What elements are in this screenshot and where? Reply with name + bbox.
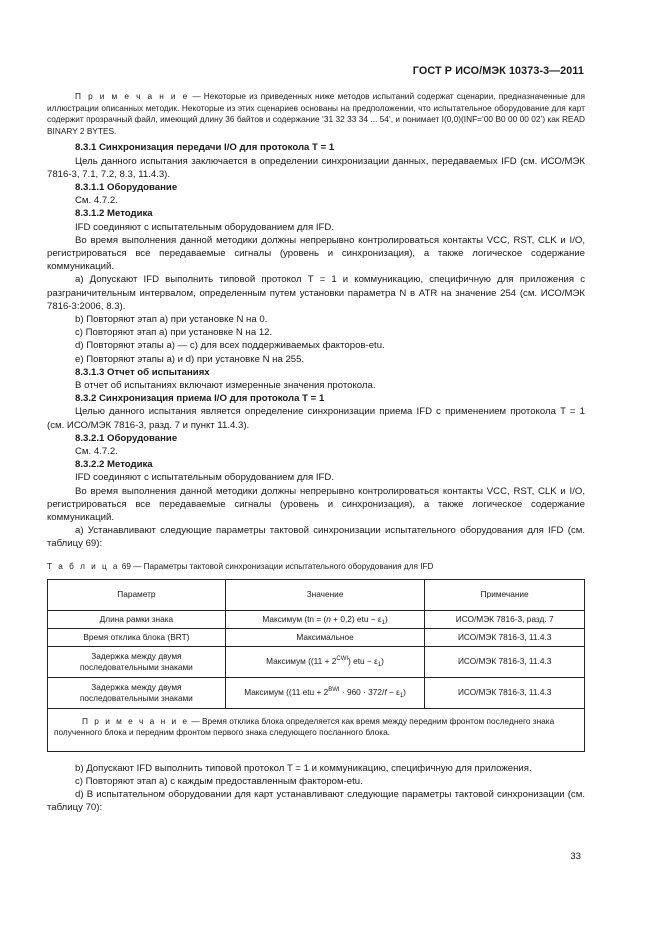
top-note — [47, 91, 585, 137]
table-note-row: П р и м е ч а н и е — Время отклика блока определяется как время между передним фронтом последнего знака полученного блока и передним фронтом первого знака следующего посланного блока. — [48, 708, 585, 751]
paragraph: d) В испытательном оборудовании для карт устанавливают следующие параметры тактовой синхронизации (см. таблицу 70): — [47, 789, 585, 814]
section-heading: 8.3.1 Синхронизация передачи I/O для протокола T = 1 — [75, 142, 335, 154]
header-param: Параметр — [48, 579, 226, 610]
section-heading: 8.3.1.1 Оборудование — [75, 181, 178, 193]
table-caption: Т а б л и ц а 69 — Параметры тактовой синхронизации испытательного оборудования для IFD — [47, 561, 434, 571]
paragraph: IFD соединяют с испытательным оборудованием для IFD. — [75, 221, 335, 233]
paragraph: См. 4.7.2. — [75, 195, 118, 207]
paragraph: b) Повторяют этап a) при установке N на 0. — [75, 314, 268, 326]
paragraph: См. 4.7.2. — [75, 446, 118, 458]
paragraph: d) Повторяют этапы a) — c) для всех поддерживаемых факторов-etu. — [75, 340, 385, 352]
paragraph: b) Допускают IFD выполнить типовой протокол T = 1 и коммуникацию, специфичную для приложения. — [75, 762, 532, 774]
paragraph: Цель данного испытания заключается в определении синхронизации данных, передаваемых IFD (см. ИСО/МЭК 7816-3, 7.1, 7.2, 8.3, 11.4.3). — [47, 155, 585, 180]
section-8-3-text — [47, 141, 585, 550]
paragraph: IFD соединяют с испытательным оборудованием для IFD. — [75, 472, 335, 484]
header-value: Значение — [225, 579, 425, 610]
section-heading: 8.3.1.3 Отчет об испытаниях — [75, 366, 210, 378]
page-content — [47, 91, 585, 815]
table-69 — [47, 579, 585, 752]
page-number: 33 — [570, 851, 581, 862]
paragraph: a) Устанавливают следующие параметры тактовой синхронизации испытательного оборудования для IFD (см. таблицу 69): — [47, 525, 585, 550]
paragraph: В отчет об испытаниях включают измеренные значения протокола. — [75, 380, 376, 392]
paragraph: c) Повторяют этап a) при установке N на 12. — [75, 327, 273, 339]
paragraph: c) Повторяют этап a) с каждым предоставленным фактором-etu. — [75, 775, 363, 787]
section-heading: 8.3.2 Синхронизация приема I/O для протокола T = 1 — [75, 393, 325, 405]
table-row: Задержка между двумя последовательными знаками Максимум ($(11 + 2^{CWI})$ etu − $\varepsilon_1$) ИСО/МЭК 7816-3, 11.4.3 — [48, 646, 585, 677]
section-heading: 8.3.1.2 Методика — [75, 208, 153, 220]
table-header-row — [48, 579, 585, 610]
header-note: Примечание — [425, 579, 585, 610]
formula-cell: Максимум (tn = (n + 0,2) etu − $\varepsilon_1$) — [225, 610, 425, 628]
paragraph: Целью данного испытания является определение синхронизации приема IFD с применением протокола T = 1 (см. ИСО/МЭК 7816-3, разд. 7 и пункт 11.4.3). — [47, 406, 585, 431]
table-row: Задержка между двумя последовательными знаками Максимум ((11 etu + $2^{BWI} \cdot 960 \cdot 372/f - \varepsilon_1$) ИСО/МЭК 7816-3, 11.4.3 — [48, 677, 585, 708]
paragraph: Во время выполнения данной методики должны непрерывно контролироваться контакты VCC, RST, CLK и I/O, регистрироваться все передаваемые сигналы (уровень и синхронизация), а также логическое содержание коммуникаций. — [47, 485, 585, 524]
note-text: — Некоторые из приведенных ниже методов испытаний содержат сценарии, предназначенные для иллюстрации описанных методик. Некоторые из этих сценариев основаны на предположении, что испытательное оборудование для карт содержит прозрачный файл, имеющий длину 36 байтов и содержание ‘31 32 33 34 ... 54’, и понимает I(0,0)(INF=‘00 B0 00 00 02’) как READ BINARY 2 BYTES. — [47, 91, 585, 136]
formula-cell: Максимум ($(11 + 2^{CWI})$ etu − $\varepsilon_1$) — [225, 646, 425, 677]
standard-header: ГОСТ Р ИСО/МЭК 10373-3—2011 — [412, 65, 584, 77]
section-heading: 8.3.2.1 Оборудование — [75, 432, 178, 444]
paragraph: a) Допускают IFD выполнить типовой протокол T = 1 и коммуникацию, специфичную для приложения с разграничительным интервалом, определенным путем установки параметра N в ATR на значение 254 (см. ИСО/МЭК 7816-3:2006, 8.3). — [47, 274, 585, 312]
paragraph: Во время выполнения данной методики должны непрерывно контролироваться контакты VCC, RST, CLK и I/O, регистрироваться все передаваемые сигналы (уровень и синхронизация), а также логическое содержание коммуникаций. — [47, 234, 585, 273]
table-row: Длина рамки знака Максимум (tn = (n + 0,2) etu − $\varepsilon_1$) ИСО/МЭК 7816-3, разд. 7 — [48, 610, 585, 628]
section-after-table — [47, 762, 585, 815]
section-heading: 8.3.2.2 Методика — [75, 459, 153, 471]
paragraph: e) Повторяют этапы a) и d) при установке N на 255. — [75, 353, 305, 365]
table-row: Время отклика блока (BRT) Максимальное ИСО/МЭК 7816-3, 11.4.3 — [48, 628, 585, 646]
formula-cell: Максимум ((11 etu + $2^{BWI} \cdot 960 \cdot 372/f - \varepsilon_1$) — [225, 677, 425, 708]
note-label: П р и м е ч а н и е — [75, 91, 190, 101]
